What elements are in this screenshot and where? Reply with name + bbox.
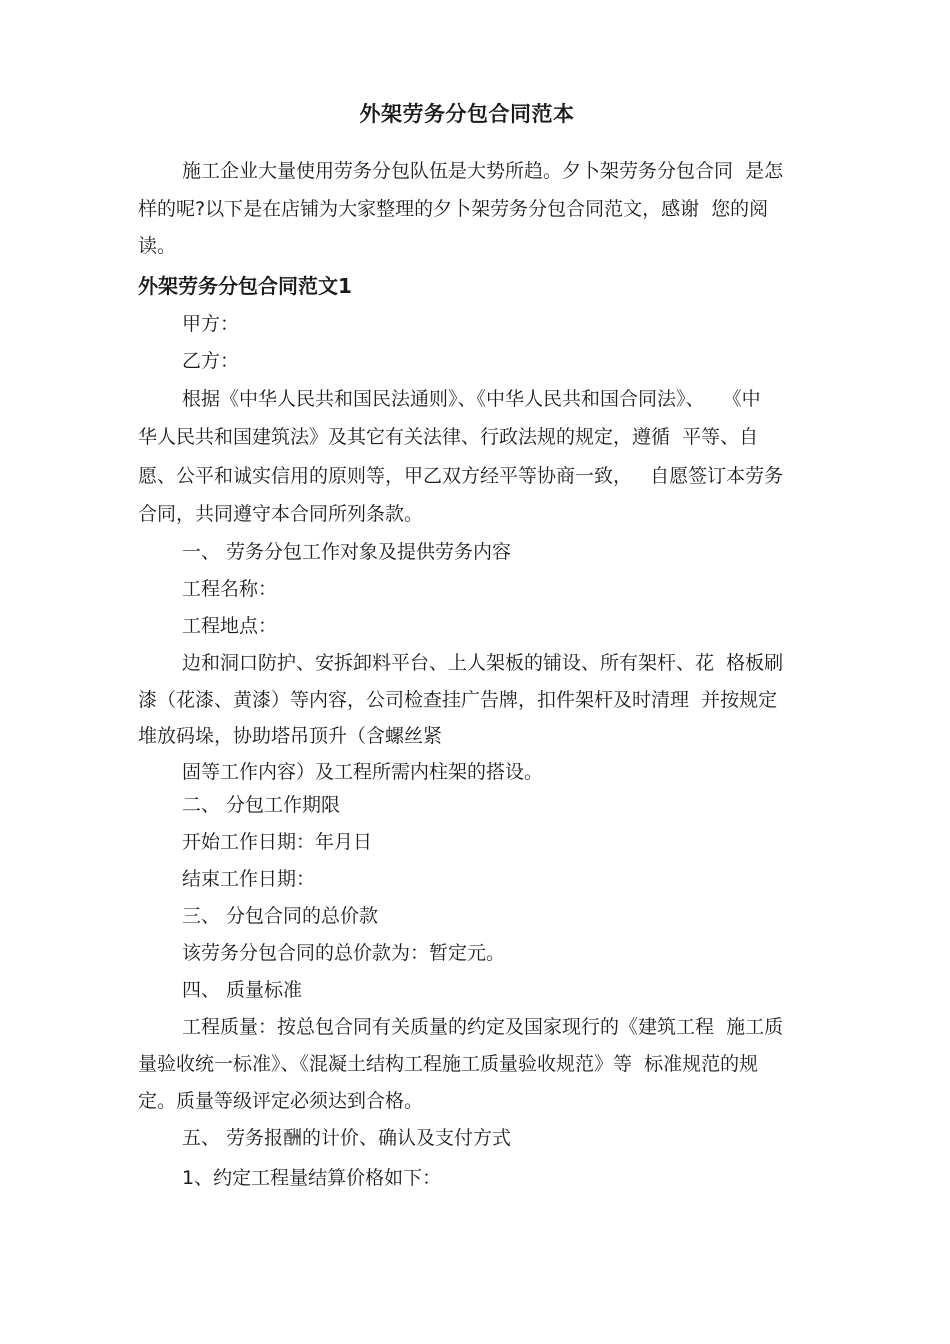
party-b-label: 乙方：	[182, 350, 240, 372]
scope-line-1: 边和洞口防护、安拆卸料平台、上人架板的铺设、所有架杆、花 格板刷	[182, 652, 784, 674]
clause-3-title: 三、 分包合同的总价款	[182, 905, 379, 927]
intro-line-3: 读。	[138, 235, 177, 257]
quality-line-3: 定。质量等级评定必须达到合格。	[138, 1090, 424, 1112]
intro-line-2: 样的呢?以下是在店铺为大家整理的夕卜架劳务分包合同范文，感谢 您的阅	[138, 198, 769, 220]
quality-line-2: 量验收统一标准》、《混凝土结构工程施工质量验收规范》等 标准规范的规	[138, 1053, 759, 1075]
section-heading: 外架劳务分包合同范文1	[138, 274, 352, 298]
clause-1-title: 一、 劳务分包工作对象及提供劳务内容	[182, 541, 512, 563]
scope-line-4: 固等工作内容）及工程所需内柱架的搭设。	[182, 761, 544, 783]
total-price-text: 该劳务分包合同的总价款为：暂定元。	[182, 942, 506, 964]
clause-5-title: 五、 劳务报酬的计价、确认及支付方式	[182, 1127, 512, 1149]
quality-line-1: 工程质量：按总包合同有关质量的约定及国家现行的《建筑工程 施工质	[182, 1016, 784, 1038]
preamble-line-3: 愿、公平和诚实信用的原则等，甲乙双方经平等协商一致， 自愿签订本劳务	[138, 465, 784, 487]
project-location-label: 工程地点：	[182, 615, 278, 637]
start-date-label: 开始工作日期：年月日	[182, 831, 373, 853]
clause-2-title: 二、 分包工作期限	[182, 794, 341, 816]
clause-4-title: 四、 质量标准	[182, 979, 303, 1001]
preamble-line-2: 华人民共和国建筑法》及其它有关法律、行政法规的规定，遵循 平等、自	[138, 426, 759, 448]
scope-line-3: 堆放码垛，协助塔吊顶升（含螺丝紧	[138, 725, 443, 747]
preamble-line-1: 根据《中华人民共和国民法通则》、《中华人民共和国合同法》、 《中	[182, 388, 761, 410]
item-1-text: 1、约定工程量结算价格如下：	[182, 1167, 442, 1189]
scope-line-2: 漆（花漆、黄漆）等内容，公司检查挂广告牌，扣件架杆及时清理 并按规定	[138, 689, 778, 711]
party-a-label: 甲方：	[182, 313, 240, 335]
intro-line-1: 施工企业大量使用劳务分包队伍是大势所趋。夕卜架劳务分包合同 是怎	[182, 160, 784, 182]
project-name-label: 工程名称：	[182, 578, 278, 600]
preamble-line-4: 合同，共同遵守本合同所列条款。	[138, 503, 424, 525]
document-title: 外架劳务分包合同范本	[359, 102, 575, 126]
end-date-label: 结束工作日期：	[182, 868, 316, 890]
